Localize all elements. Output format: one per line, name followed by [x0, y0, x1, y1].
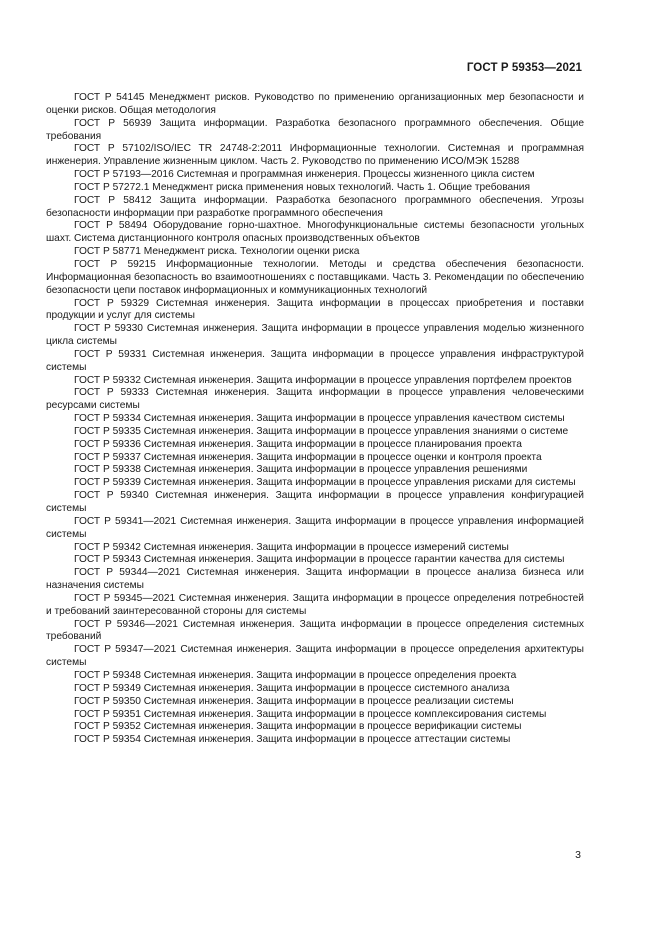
reference-item: ГОСТ Р 57272.1 Менеджмент риска применения новых технологий. Часть 1. Общие требования: [74, 181, 531, 193]
reference-item: ГОСТ Р 59333 Системная инженерия. Защита информации в процессе управления человеческими ресурсами системы: [46, 387, 584, 412]
reference-item: ГОСТ Р 59339 Системная инженерия. Защита информации в процессе управления рисками для системы: [74, 477, 576, 489]
reference-item: ГОСТ Р 59343 Системная инженерия. Защита информации в процессе гарантии качества для системы: [74, 554, 565, 566]
reference-item: ГОСТ Р 59332 Системная инженерия. Защита информации в процессе управления портфелем проектов: [74, 374, 572, 386]
reference-item: ГОСТ Р 59336 Системная инженерия. Защита информации в процессе планирования проекта: [74, 438, 522, 450]
reference-item: ГОСТ Р 59215 Информационные технологии. Методы и средства обеспечения безопасности. Информационная безопасность во взаимоотношениях с поставщиками. Часть 3. Рекомендации по обеспечению безопасности цепи поставок информационных и коммуникационных технологий: [46, 258, 584, 296]
reference-item: ГОСТ Р 59347—2021 Системная инженерия. Защита информации в процессе определения архитектуры системы: [46, 644, 584, 669]
reference-item: ГОСТ Р 59337 Системная инженерия. Защита информации в процессе оценки и контроля проекта: [74, 451, 542, 463]
reference-item: ГОСТ Р 57193—2016 Системная и программная инженерия. Процессы жизненного цикла систем: [74, 169, 535, 181]
reference-item: ГОСТ Р 59331 Системная инженерия. Защита информации в процессе управления инфраструктурой системы: [46, 348, 584, 373]
reference-item: ГОСТ Р 59329 Системная инженерия. Защита информации в процессах приобретения и поставки продукции и услуг для системы: [46, 297, 584, 322]
reference-item: ГОСТ Р 59335 Системная инженерия. Защита информации в процессе управления знаниями о системе: [74, 425, 569, 437]
reference-item: ГОСТ Р 59348 Системная инженерия. Защита информации в процессе определения проекта: [74, 669, 517, 681]
page-number: 3: [575, 849, 581, 861]
reference-item: ГОСТ Р 59344—2021 Системная инженерия. Защита информации в процессе анализа бизнеса или назначения системы: [46, 567, 584, 592]
reference-item: ГОСТ Р 59352 Системная инженерия. Защита информации в процессе верификации системы: [74, 721, 522, 733]
reference-item: ГОСТ Р 57102/ISO/IEC TR 24748-2:2011 Информационные технологии. Системная и программная инженерия. Управление жизненным циклом. Часть 2. Руководство по применению ИСО/МЭК 15288: [46, 143, 584, 168]
reference-item: ГОСТ Р 59334 Системная инженерия. Защита информации в процессе управления качеством системы: [74, 413, 565, 425]
reference-item: ГОСТ Р 56939 Защита информации. Разработка безопасного программного обеспечения. Общие требования: [46, 117, 584, 142]
references-list: [46, 92, 584, 747]
reference-item: ГОСТ Р 59354 Системная инженерия. Защита информации в процессе аттестации системы: [74, 734, 511, 746]
reference-item: ГОСТ Р 59351 Системная инженерия. Защита информации в процессе комплексирования системы: [74, 708, 547, 720]
reference-item: ГОСТ Р 59346—2021 Системная инженерия. Защита информации в процессе определения системных требований: [46, 618, 584, 643]
reference-item: ГОСТ Р 59341—2021 Системная инженерия. Защита информации в процессе управления информацией системы: [46, 515, 584, 540]
reference-item: ГОСТ Р 59340 Системная инженерия. Защита информации в процессе управления конфигурацией системы: [46, 490, 584, 514]
reference-item: ГОСТ Р 59345—2021 Системная инженерия. Защита информации в процессе определения потребностей и требований заинтересованной стороны для системы: [46, 592, 584, 617]
reference-item: ГОСТ Р 58412 Защита информации. Разработка безопасного программного обеспечения. Угрозы безопасности информации при разработке программного обеспечения: [46, 194, 584, 219]
page-header-title: ГОСТ Р 59353—2021: [466, 62, 582, 74]
reference-item: ГОСТ Р 54145 Менеджмент рисков. Руководство по применению организационных мер безопасности и оценки рисков. Общая методология: [46, 92, 584, 116]
reference-item: ГОСТ Р 59342 Системная инженерия. Защита информации в процессе измерений системы: [74, 541, 509, 553]
reference-item: ГОСТ Р 59349 Системная инженерия. Защита информации в процессе системного анализа: [74, 682, 510, 694]
reference-item: ГОСТ Р 58494 Оборудование горно-шахтное. Многофункциональные системы безопасности угольных шахт. Система дистанционного контроля опасных производственных объектов: [46, 220, 584, 245]
reference-item: ГОСТ Р 58771 Менеджмент риска. Технологии оценки риска: [74, 246, 360, 258]
reference-item: ГОСТ Р 59330 Системная инженерия. Защита информации в процессе управления моделью жизненного цикла системы: [46, 323, 584, 348]
reference-item: ГОСТ Р 59338 Системная инженерия. Защита информации в процессе управления решениями: [74, 464, 528, 476]
reference-item: ГОСТ Р 59350 Системная инженерия. Защита информации в процессе реализации системы: [74, 695, 514, 707]
